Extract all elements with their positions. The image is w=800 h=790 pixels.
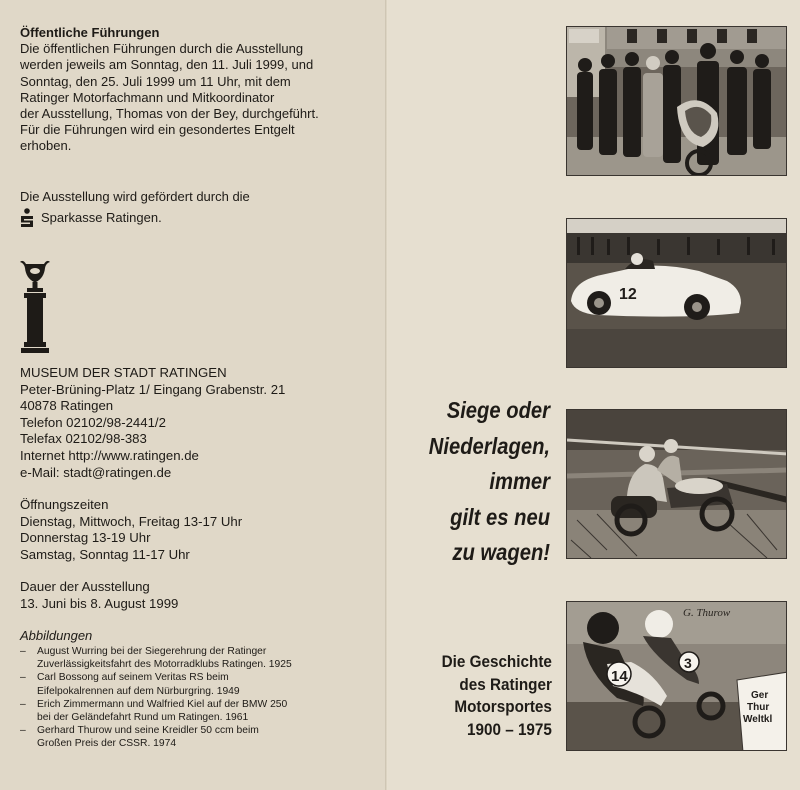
illustration-caption (20, 645, 292, 671)
caption-line: – August Wurring bei der Siegerehrung der Ratinger (37, 646, 267, 657)
guided-tours-section (20, 25, 319, 155)
sponsor-intro: Die Ausstellung wird gefördert durch die (20, 189, 250, 204)
slogan-line: immer (489, 468, 550, 494)
clipping-line: Thur (747, 702, 770, 713)
caption-line: Zuverlässigkeitsfahrt des Motorradklubs Ratingen. 1925 (37, 659, 292, 671)
bike-number-14: 14 (611, 668, 628, 685)
car-number: 12 (619, 286, 637, 303)
illustration-caption (20, 698, 292, 724)
guided-tours-heading: Öffentliche Führungen (20, 25, 160, 40)
museum-street: Peter-Brüning-Platz 1/ Eingang Grabenstr. 21 (20, 381, 286, 397)
caption-line: bei der Geländefahrt Rund um Ratingen. 1961 (37, 712, 249, 724)
guided-tours-line: Für die Führungen wird ein gesondertes Entgelt (20, 122, 295, 138)
museum-address (20, 365, 285, 481)
photo-sidecar-offroad (566, 409, 787, 559)
illustrations-list (20, 645, 292, 751)
guided-tours-line: werden jeweils am Sonntag, den 11. Juli 1999, und (20, 57, 314, 73)
museum-phone: Telefon 02102/98-2441/2 (20, 414, 166, 430)
urn-column-logo-icon (19, 259, 51, 354)
museum-website: Internet http://www.ratingen.de (20, 447, 199, 463)
caption-line: – Gerhard Thurow und seine Kreidler 50 ccm beim (37, 725, 259, 737)
photo-race-car (566, 218, 787, 368)
caption-line: – Carl Bossong auf seinem Veritas RS beim (37, 672, 229, 684)
photo-signature: G. Thurow (683, 607, 731, 619)
guided-tours-line: Die öffentlichen Führungen durch die Ausstellung (20, 41, 304, 57)
history-title-line: Motorsportes (454, 697, 552, 716)
clipping-line: Weltkl (743, 714, 773, 725)
museum-email: e-Mail: stadt@ratingen.de (20, 464, 172, 480)
illustrations-heading: Abbildungen (20, 628, 93, 643)
museum-name: MUSEUM DER STADT RATINGEN (20, 365, 227, 380)
bike-number-3: 3 (684, 655, 692, 671)
guided-tours-line: der Ausstellung, Thomas von der Bey, durchgeführt. (20, 106, 319, 122)
slogan (429, 393, 550, 571)
illustration-caption (20, 671, 292, 697)
museum-fax: Telefax 02102/98-383 (20, 431, 147, 447)
museum-city: 40878 Ratingen (20, 398, 114, 414)
award-ceremony-image (567, 27, 787, 176)
illustration-caption (20, 724, 292, 750)
duration-dates: 13. Juni bis 8. August 1999 (20, 595, 179, 611)
sponsor-name: Sparkasse Ratingen. (41, 209, 162, 225)
caption-line: Eifelpokalrennen auf dem Nürburgring. 1949 (37, 685, 240, 697)
sponsor-row (18, 208, 162, 228)
slogan-line: Siege oder (446, 397, 550, 423)
exhibition-duration (20, 579, 178, 612)
duration-heading: Dauer der Ausstellung (20, 579, 150, 594)
clipping-line: Ger (751, 690, 769, 701)
opening-hours-heading: Öffnungszeiten (20, 497, 109, 512)
history-title-years: 1900 – 1975 (467, 719, 552, 739)
guided-tours-line: erhoben. (20, 138, 72, 154)
sidecar-offroad-image (567, 410, 787, 559)
sparkasse-logo-icon (18, 208, 36, 228)
caption-line: Großen Preis der CSSR. 1974 (37, 738, 177, 750)
caption-line: – Erich Zimmermann und Walfried Kiel auf der BMW 250 (37, 698, 288, 710)
slogan-line: zu wagen! (452, 539, 550, 565)
guided-tours-line: Sonntag, den 25. Juli 1999 um 11 Uhr, mit dem (20, 73, 291, 89)
opening-hours-line: Dienstag, Mittwoch, Freitag 13-17 Uhr (20, 513, 243, 529)
guided-tours-line: Ratinger Motorfachmann und Mitkoordinator (20, 89, 275, 105)
slogan-line: Niederlagen, (428, 432, 550, 459)
opening-hours (20, 497, 242, 563)
history-title-line: Die Geschichte (441, 652, 552, 671)
opening-hours-line: Samstag, Sonntag 11-17 Uhr (20, 546, 190, 562)
slogan-line: gilt es neu (450, 503, 550, 530)
photo-award-ceremony (566, 26, 787, 176)
history-title (442, 651, 552, 741)
photo-motorcycle-race (566, 601, 787, 751)
opening-hours-line: Donnerstag 13-19 Uhr (20, 530, 151, 546)
motorcycle-race-image (567, 602, 787, 751)
history-title-line: des Ratinger (459, 674, 552, 694)
race-car-image (567, 219, 787, 368)
